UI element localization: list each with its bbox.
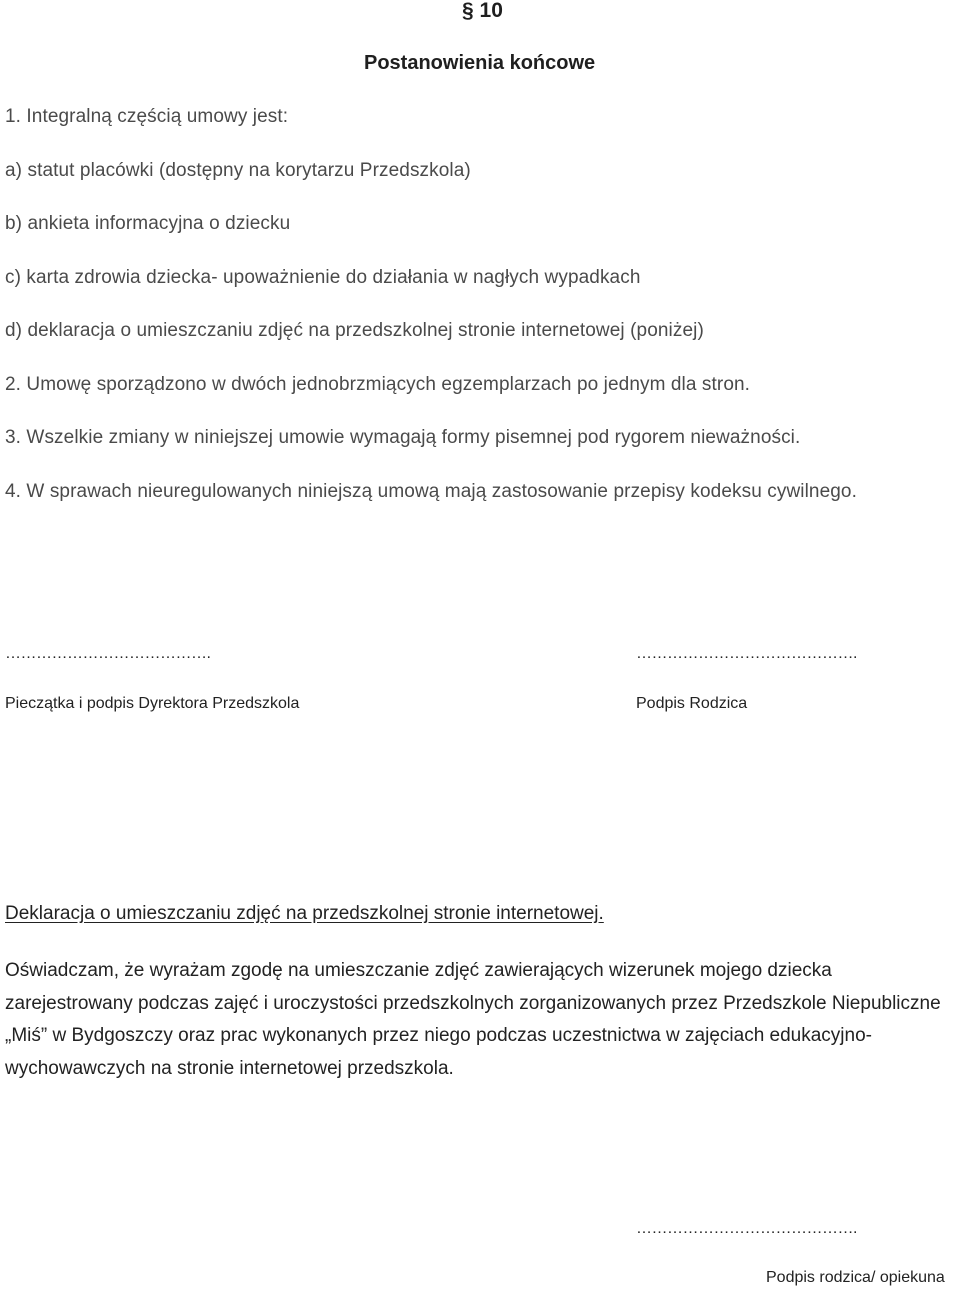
section-number: § 10 — [462, 0, 503, 22]
list-item-d: d) deklaracja o umieszczaniu zdjęć na przedszkolnej stronie internetowej (poniżej) — [5, 320, 704, 341]
parent-signature-label: Podpis Rodzica — [636, 695, 748, 712]
director-signature-label: Pieczątka i podpis Dyrektora Przedszkola — [5, 695, 300, 712]
parent-signature-line: ……………………………………. — [636, 645, 857, 662]
list-item-a: a) statut placówki (dostępny na korytarzu Przedszkola) — [5, 160, 471, 181]
list-item-4: 4. W sprawach nieuregulowanych niniejszą umową mają zastosowanie przepisy kodeksu cywilnego. — [5, 481, 857, 502]
list-item-3: 3. Wszelkie zmiany w niniejszej umowie wymagają formy pisemnej pod rygorem nieważności. — [5, 427, 801, 448]
list-item-c: c) karta zdrowia dziecka- upoważnienie do działania w nagłych wypadkach — [5, 267, 641, 288]
guardian-signature-label: Podpis rodzica/ opiekuna — [766, 1269, 945, 1286]
declaration-title: Deklaracja o umieszczaniu zdjęć na przedszkolnej stronie internetowej. — [5, 903, 604, 924]
director-signature-line: …………………………………. — [5, 645, 211, 662]
list-item-b: b) ankieta informacyjna o dziecku — [5, 213, 291, 234]
list-item-2: 2. Umowę sporządzono w dwóch jednobrzmiących egzemplarzach po jednym dla stron. — [5, 374, 751, 395]
declaration-text: Oświadczam, że wyrażam zgodę na umieszczanie zdjęć zawierających wizerunek mojego dziecka zarejestrowany podczas zajęć i uroczystości przedszkolnych zorganizowanych przez Przedszkole Niepubliczne „Miś” w Bydgoszczy oraz prac wykonanych przez niego podczas uczestnictwa w zajęciach edukacyjno-wychowawczych na stronie internetowej przedszkola. — [5, 960, 941, 1079]
list-item-1: 1. Integralną częścią umowy jest: — [5, 106, 289, 127]
guardian-signature-line: ……………………………………. — [636, 1220, 857, 1237]
section-title: Postanowienia końcowe — [364, 52, 596, 74]
